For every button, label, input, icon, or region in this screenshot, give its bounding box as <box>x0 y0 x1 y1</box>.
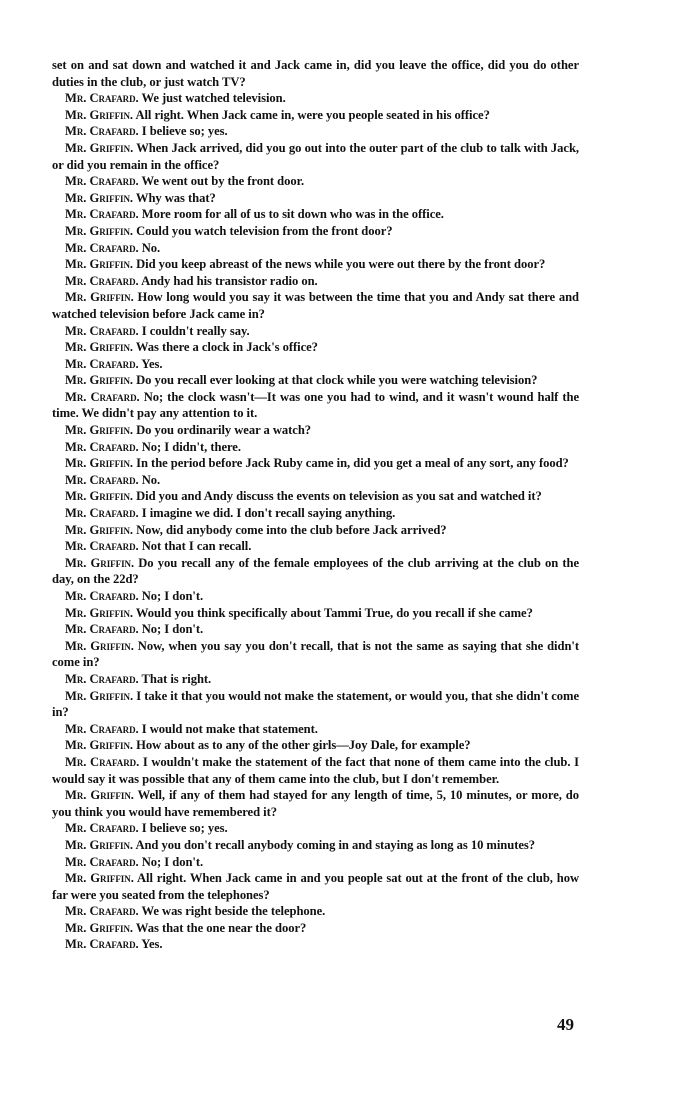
paragraph-text: No. <box>141 240 161 255</box>
paragraph-text: Was that the one near the door? <box>135 920 307 935</box>
speaker-label: Mr. Crafard. <box>65 904 139 919</box>
paragraph-text: Would you think specifically about Tammi True, do you recall if she came? <box>135 605 533 620</box>
paragraph-text: And you don't recall anybody coming in and staying as long as 10 minutes? <box>135 837 535 852</box>
testimony-paragraph <box>52 472 579 489</box>
speaker-label: Mr. Griffin. <box>65 140 134 155</box>
speaker-label: Mr. Griffin. <box>65 190 134 205</box>
testimony-paragraph <box>52 190 579 207</box>
testimony-paragraph <box>52 90 579 107</box>
testimony-paragraph <box>52 754 579 787</box>
speaker-label: Mr. Crafard. <box>65 91 139 106</box>
paragraph-text: When Jack arrived, did you go out into the outer part of the club to talk with Jack, or did you remain in the office? <box>52 140 580 172</box>
paragraph-text: All right. When Jack came in, were you people seated in his office? <box>135 107 490 122</box>
testimony-paragraph <box>52 688 579 721</box>
testimony-paragraph <box>52 422 579 439</box>
testimony-paragraph <box>52 173 579 190</box>
testimony-paragraph <box>52 522 579 539</box>
paragraph-text: No; I don't. <box>141 622 204 637</box>
testimony-paragraph <box>52 123 579 140</box>
testimony-paragraph <box>52 289 579 322</box>
paragraph-text: Could you watch television from the front door? <box>136 223 393 238</box>
speaker-label: Mr. Crafard. <box>65 389 140 404</box>
testimony-paragraph <box>52 389 579 422</box>
paragraph-text: We went out by the front door. <box>141 174 305 189</box>
speaker-label: Mr. Griffin. <box>65 456 134 471</box>
paragraph-text: Now, when you say you don't recall, that is not the same as saying that she didn't come in? <box>52 638 579 670</box>
speaker-label: Mr. Crafard. <box>65 273 139 288</box>
paragraph-text: Not that I can recall. <box>141 539 252 554</box>
speaker-label: Mr. Crafard. <box>65 622 139 637</box>
speaker-label: Mr. Griffin. <box>65 107 134 122</box>
paragraph-text: That is right. <box>141 671 212 686</box>
testimony-paragraph <box>52 273 579 290</box>
speaker-label: Mr. Crafard. <box>65 754 140 769</box>
testimony-paragraph <box>52 903 579 920</box>
testimony-paragraph <box>52 339 579 356</box>
testimony-paragraph <box>52 638 579 671</box>
paragraph-text: I imagine we did. I don't recall saying anything. <box>141 506 396 521</box>
testimony-paragraph <box>52 721 579 738</box>
testimony-paragraph <box>52 356 579 373</box>
speaker-label: Mr. Griffin. <box>65 788 134 803</box>
testimony-paragraph <box>52 372 579 389</box>
speaker-label: Mr. Griffin. <box>65 555 135 570</box>
paragraph-text: Why was that? <box>135 190 216 205</box>
speaker-label: Mr. Griffin. <box>65 373 134 388</box>
testimony-paragraph <box>52 920 579 937</box>
testimony-paragraph <box>52 555 579 588</box>
speaker-label: Mr. Crafard. <box>65 821 139 836</box>
testimony-paragraph <box>52 439 579 456</box>
speaker-label: Mr. Griffin. <box>65 489 134 504</box>
speaker-label: Mr. Crafard. <box>65 854 139 869</box>
paragraph-text: All right. When Jack came in and you people sat out at the front of the club, how far were you seated from the telephones? <box>52 871 579 902</box>
paragraph-text: Andy had his transistor radio on. <box>141 273 318 288</box>
speaker-label: Mr. Crafard. <box>65 472 139 487</box>
testimony-paragraph <box>52 538 579 555</box>
speaker-label: Mr. Crafard. <box>65 671 139 686</box>
speaker-label: Mr. Crafard. <box>65 174 139 189</box>
speaker-label: Mr. Griffin. <box>65 340 134 355</box>
testimony-paragraph <box>52 323 579 340</box>
paragraph-text: How about as to any of the other girls—Joy Dale, for example? <box>136 738 471 753</box>
paragraph-text: No; I don't. <box>141 854 204 869</box>
page-number: 49 <box>557 1015 574 1034</box>
testimony-paragraph <box>52 837 579 854</box>
paragraph-text: I wouldn't make the statement of the fact that none of them came into the club. I would say it was possible that any of them came into the club, but I don't remember. <box>52 754 579 786</box>
testimony-paragraph <box>52 936 579 953</box>
testimony-paragraph <box>52 140 579 173</box>
speaker-label: Mr. Crafard. <box>65 240 139 255</box>
testimony-paragraph <box>52 870 579 903</box>
testimony-paragraph <box>52 256 579 273</box>
paragraph-text: Was there a clock in Jack's office? <box>135 340 318 355</box>
testimony-paragraph <box>52 588 579 605</box>
speaker-label: Mr. Crafard. <box>65 124 139 139</box>
speaker-label: Mr. Griffin. <box>65 522 134 537</box>
paragraph-text: We just watched television. <box>141 91 286 106</box>
paragraph-text: I couldn't really say. <box>141 323 250 338</box>
paragraph-text: set on and sat down and watched it and Jack came in, did you leave the office, did you do other duties in the club, or just watch TV? <box>52 58 579 89</box>
paragraph-text: I would not make that statement. <box>141 721 318 736</box>
paragraph-text: No; I don't. <box>141 589 204 603</box>
transcript-body <box>52 57 579 953</box>
speaker-label: Mr. Crafard. <box>65 721 139 736</box>
speaker-label: Mr. Crafard. <box>65 439 139 454</box>
testimony-paragraph <box>52 488 579 505</box>
testimony-paragraph <box>52 223 579 240</box>
speaker-label: Mr. Griffin. <box>65 638 134 653</box>
testimony-paragraph <box>52 455 579 472</box>
testimony-paragraph <box>52 107 579 124</box>
testimony-paragraph <box>52 621 579 638</box>
speaker-label: Mr. Griffin. <box>65 837 134 852</box>
testimony-paragraph <box>52 737 579 754</box>
paragraph-text: I take it that you would not make the statement, or would you, that she didn't come in? <box>52 688 579 720</box>
speaker-label: Mr. Crafard. <box>65 207 139 222</box>
paragraph-text: Do you recall ever looking at that clock while you were watching television? <box>136 373 538 388</box>
paragraph-text: Did you keep abreast of the news while you were out there by the front door? <box>136 257 546 272</box>
testimony-paragraph <box>52 820 579 837</box>
speaker-label: Mr. Griffin. <box>65 871 134 886</box>
speaker-label: Mr. Griffin. <box>65 738 134 753</box>
testimony-paragraph <box>52 787 579 820</box>
paragraph-text: Well, if any of them had stayed for any length of time, 5, 10 minutes, or more, do you think you would have remembered it? <box>52 788 580 819</box>
testimony-paragraph <box>52 605 579 622</box>
testimony-paragraph <box>52 505 579 522</box>
speaker-label: Mr. Griffin. <box>65 257 134 272</box>
paragraph-text: Did you and Andy discuss the events on television as you sat and watched it? <box>136 489 542 504</box>
speaker-label: Mr. Griffin. <box>65 423 134 438</box>
speaker-label: Mr. Crafard. <box>65 589 139 603</box>
speaker-label: Mr. Griffin. <box>65 223 134 238</box>
paragraph-text: No. <box>141 472 161 487</box>
paragraph-text: In the period before Jack Ruby came in, did you get a meal of any sort, any food? <box>136 456 569 471</box>
paragraph-text: Do you ordinarily wear a watch? <box>136 423 312 438</box>
paragraph-text: More room for all of us to sit down who was in the office. <box>141 207 444 222</box>
testimony-paragraph <box>52 671 579 688</box>
speaker-label: Mr. Griffin. <box>65 920 134 935</box>
speaker-label: Mr. Crafard. <box>65 323 139 338</box>
speaker-label: Mr. Griffin. <box>65 688 134 703</box>
paragraph-text: Yes. <box>141 937 163 952</box>
paragraph-text: Now, did anybody come into the club before Jack arrived? <box>136 522 447 537</box>
paragraph-text: Do you recall any of the female employees of the club arriving at the club on the day, on the 22d? <box>52 555 579 587</box>
paragraph-text: How long would you say it was between the time that you and Andy sat there and watched television before Jack came in? <box>52 290 579 321</box>
speaker-label: Mr. Crafard. <box>65 539 139 554</box>
paragraph-text: No; I didn't, there. <box>141 439 241 454</box>
testimony-paragraph <box>52 854 579 871</box>
speaker-label: Mr. Crafard. <box>65 506 139 521</box>
speaker-label: Mr. Griffin. <box>65 290 134 305</box>
paragraph-text: I believe so; yes. <box>141 821 228 836</box>
testimony-paragraph <box>52 206 579 223</box>
continued-paragraph <box>52 57 579 90</box>
paragraph-text: No; the clock wasn't—It was one you had to wind, and it wasn't wound half the time. We didn't pay any attention to it. <box>52 389 579 421</box>
speaker-label: Mr. Crafard. <box>65 937 139 952</box>
speaker-label: Mr. Griffin. <box>65 605 134 620</box>
paragraph-text: We was right beside the telephone. <box>141 904 326 919</box>
paragraph-text: I believe so; yes. <box>141 124 228 139</box>
paragraph-text: Yes. <box>141 356 163 371</box>
speaker-label: Mr. Crafard. <box>65 356 139 371</box>
testimony-paragraph <box>52 240 579 257</box>
